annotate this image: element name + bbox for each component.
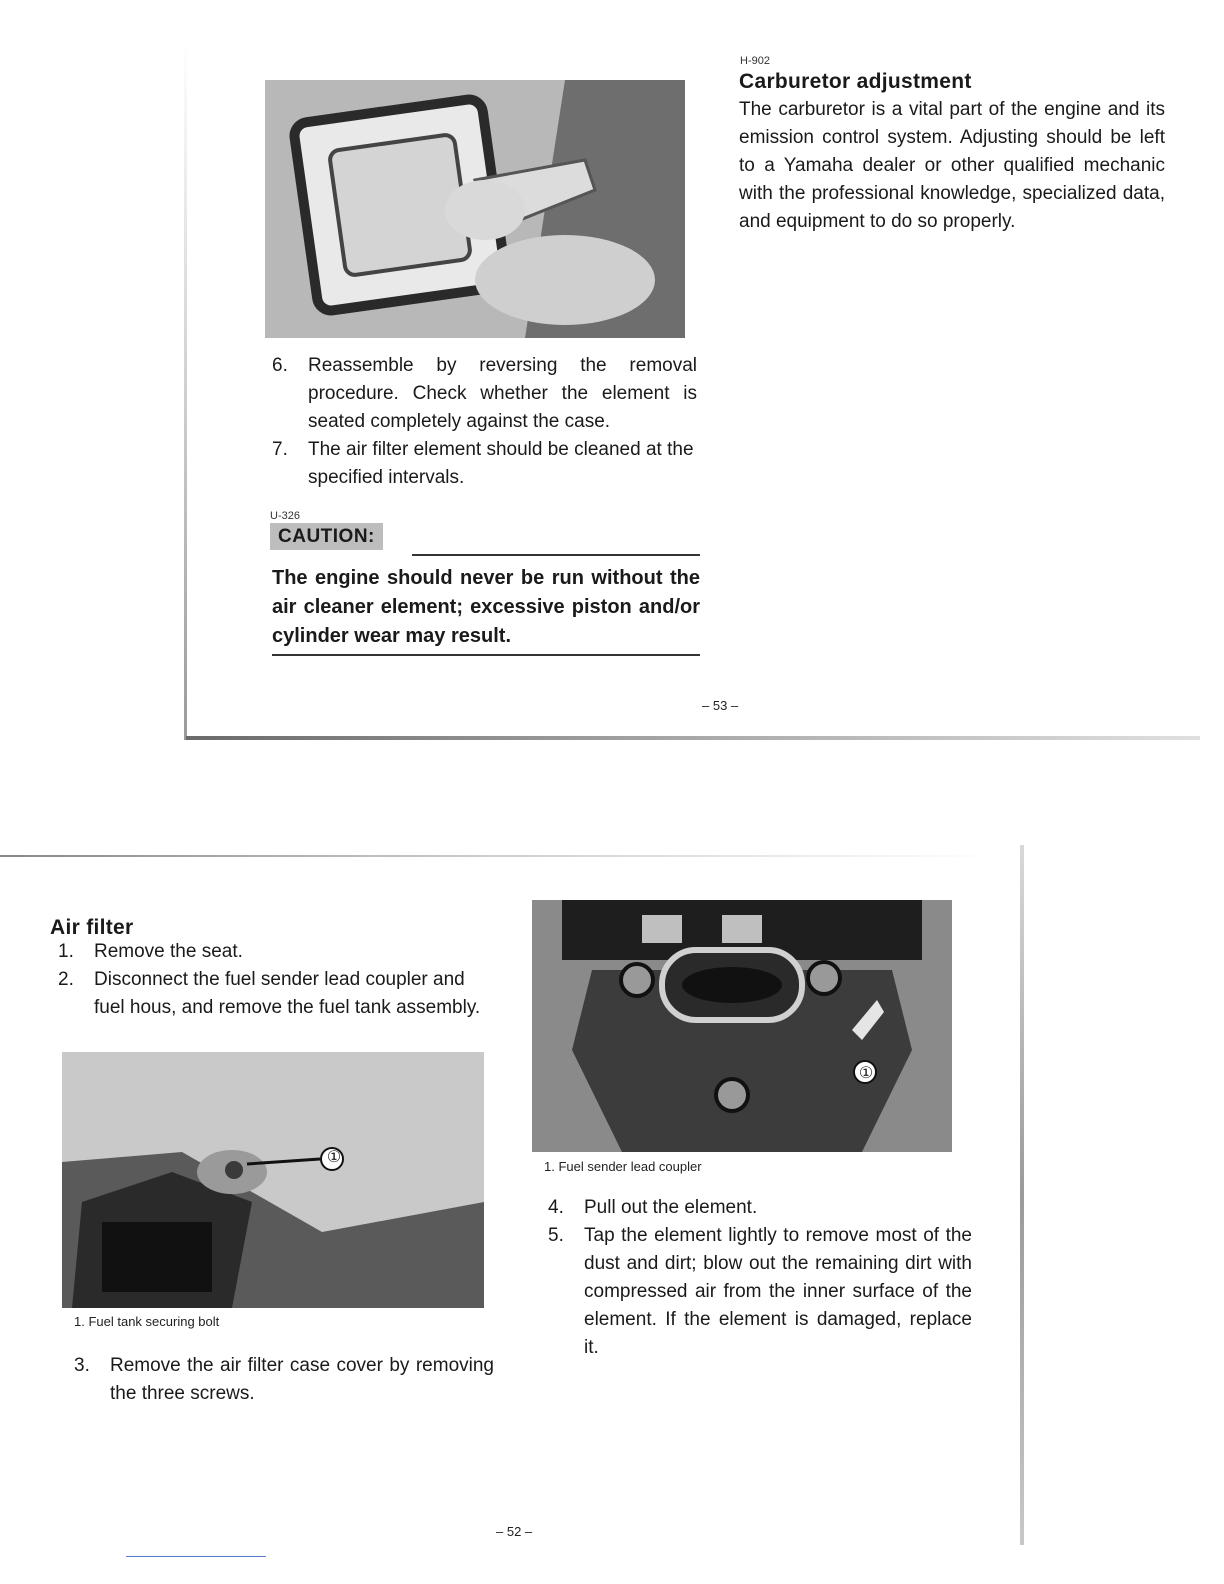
step-number: 3.	[74, 1355, 90, 1376]
air-filter-title: Air filter	[50, 916, 134, 939]
fuel-tank-bolt-photo	[62, 1052, 484, 1308]
step-text: Disconnect the fuel sender lead coupler and fuel hous, and remove the fuel tank assembly.	[94, 969, 481, 1018]
scan-artifact-line	[126, 1556, 266, 1557]
step-4	[548, 1194, 972, 1222]
step-number: 6.	[272, 355, 288, 376]
scan-divider	[0, 855, 1000, 857]
caution-bottom-rule	[272, 654, 700, 656]
step-number: 5.	[548, 1225, 564, 1246]
caution-top-rule	[412, 554, 700, 556]
carburetor-code: H-902	[740, 55, 770, 67]
step-number: 4.	[548, 1197, 564, 1218]
page-edge-right	[1020, 845, 1024, 1545]
step-1	[58, 938, 483, 966]
steps-1-2	[58, 938, 483, 1022]
air-filter-element-photo	[265, 80, 685, 338]
air-filter-case-photo	[532, 900, 952, 1152]
callout-1: ①	[326, 1149, 342, 1166]
step-text: Pull out the element.	[584, 1197, 758, 1218]
step-number: 2.	[58, 969, 74, 990]
step-number: 1.	[58, 941, 74, 962]
step-3	[74, 1352, 494, 1408]
step-5	[548, 1222, 972, 1362]
page-edge-left	[184, 40, 187, 740]
step-6	[272, 352, 697, 436]
caution-text: The engine should never be run without the air cleaner element; excessive piston and/or cylinder wear may result.	[272, 567, 700, 647]
step-text: Remove the air filter case cover by removing the three screws.	[110, 1355, 494, 1404]
page-number-53: – 53 –	[702, 698, 739, 713]
caution-code: U-326	[270, 510, 300, 522]
caution-label: CAUTION:	[270, 523, 383, 550]
step-text: Reassemble by reversing the removal procedure. Check whether the element is seated completely against the case.	[308, 355, 697, 432]
carburetor-title: Carburetor adjustment	[739, 70, 972, 93]
step-number: 7.	[272, 439, 288, 460]
step-text: Tap the element lightly to remove most of the dust and dirt; blow out the remaining dirt with compressed air from the inner surface of the element. If the element is damaged, replace it.	[584, 1225, 972, 1358]
step-7	[272, 436, 697, 492]
page-number-52: – 52 –	[496, 1524, 533, 1539]
step-3-list	[74, 1352, 494, 1408]
photo2-caption: 1. Fuel sender lead coupler	[544, 1159, 702, 1174]
photo1-caption: 1. Fuel tank securing bolt	[74, 1314, 220, 1329]
page-edge-bottom	[186, 736, 1200, 740]
step-2	[58, 966, 483, 1022]
carburetor-body: The carburetor is a vital part of the engine and its emission control system. Adjusting should be left to a Yamaha dealer or other qualified mechanic with the professional knowledge, specialized data, and equipment to do so properly.	[739, 99, 1165, 232]
step-text: The air filter element should be cleaned at the specified intervals.	[308, 439, 694, 488]
steps-6-7	[272, 352, 697, 492]
callout-2: ①	[858, 1065, 874, 1082]
steps-4-5	[548, 1194, 972, 1362]
step-text: Remove the seat.	[94, 941, 243, 962]
